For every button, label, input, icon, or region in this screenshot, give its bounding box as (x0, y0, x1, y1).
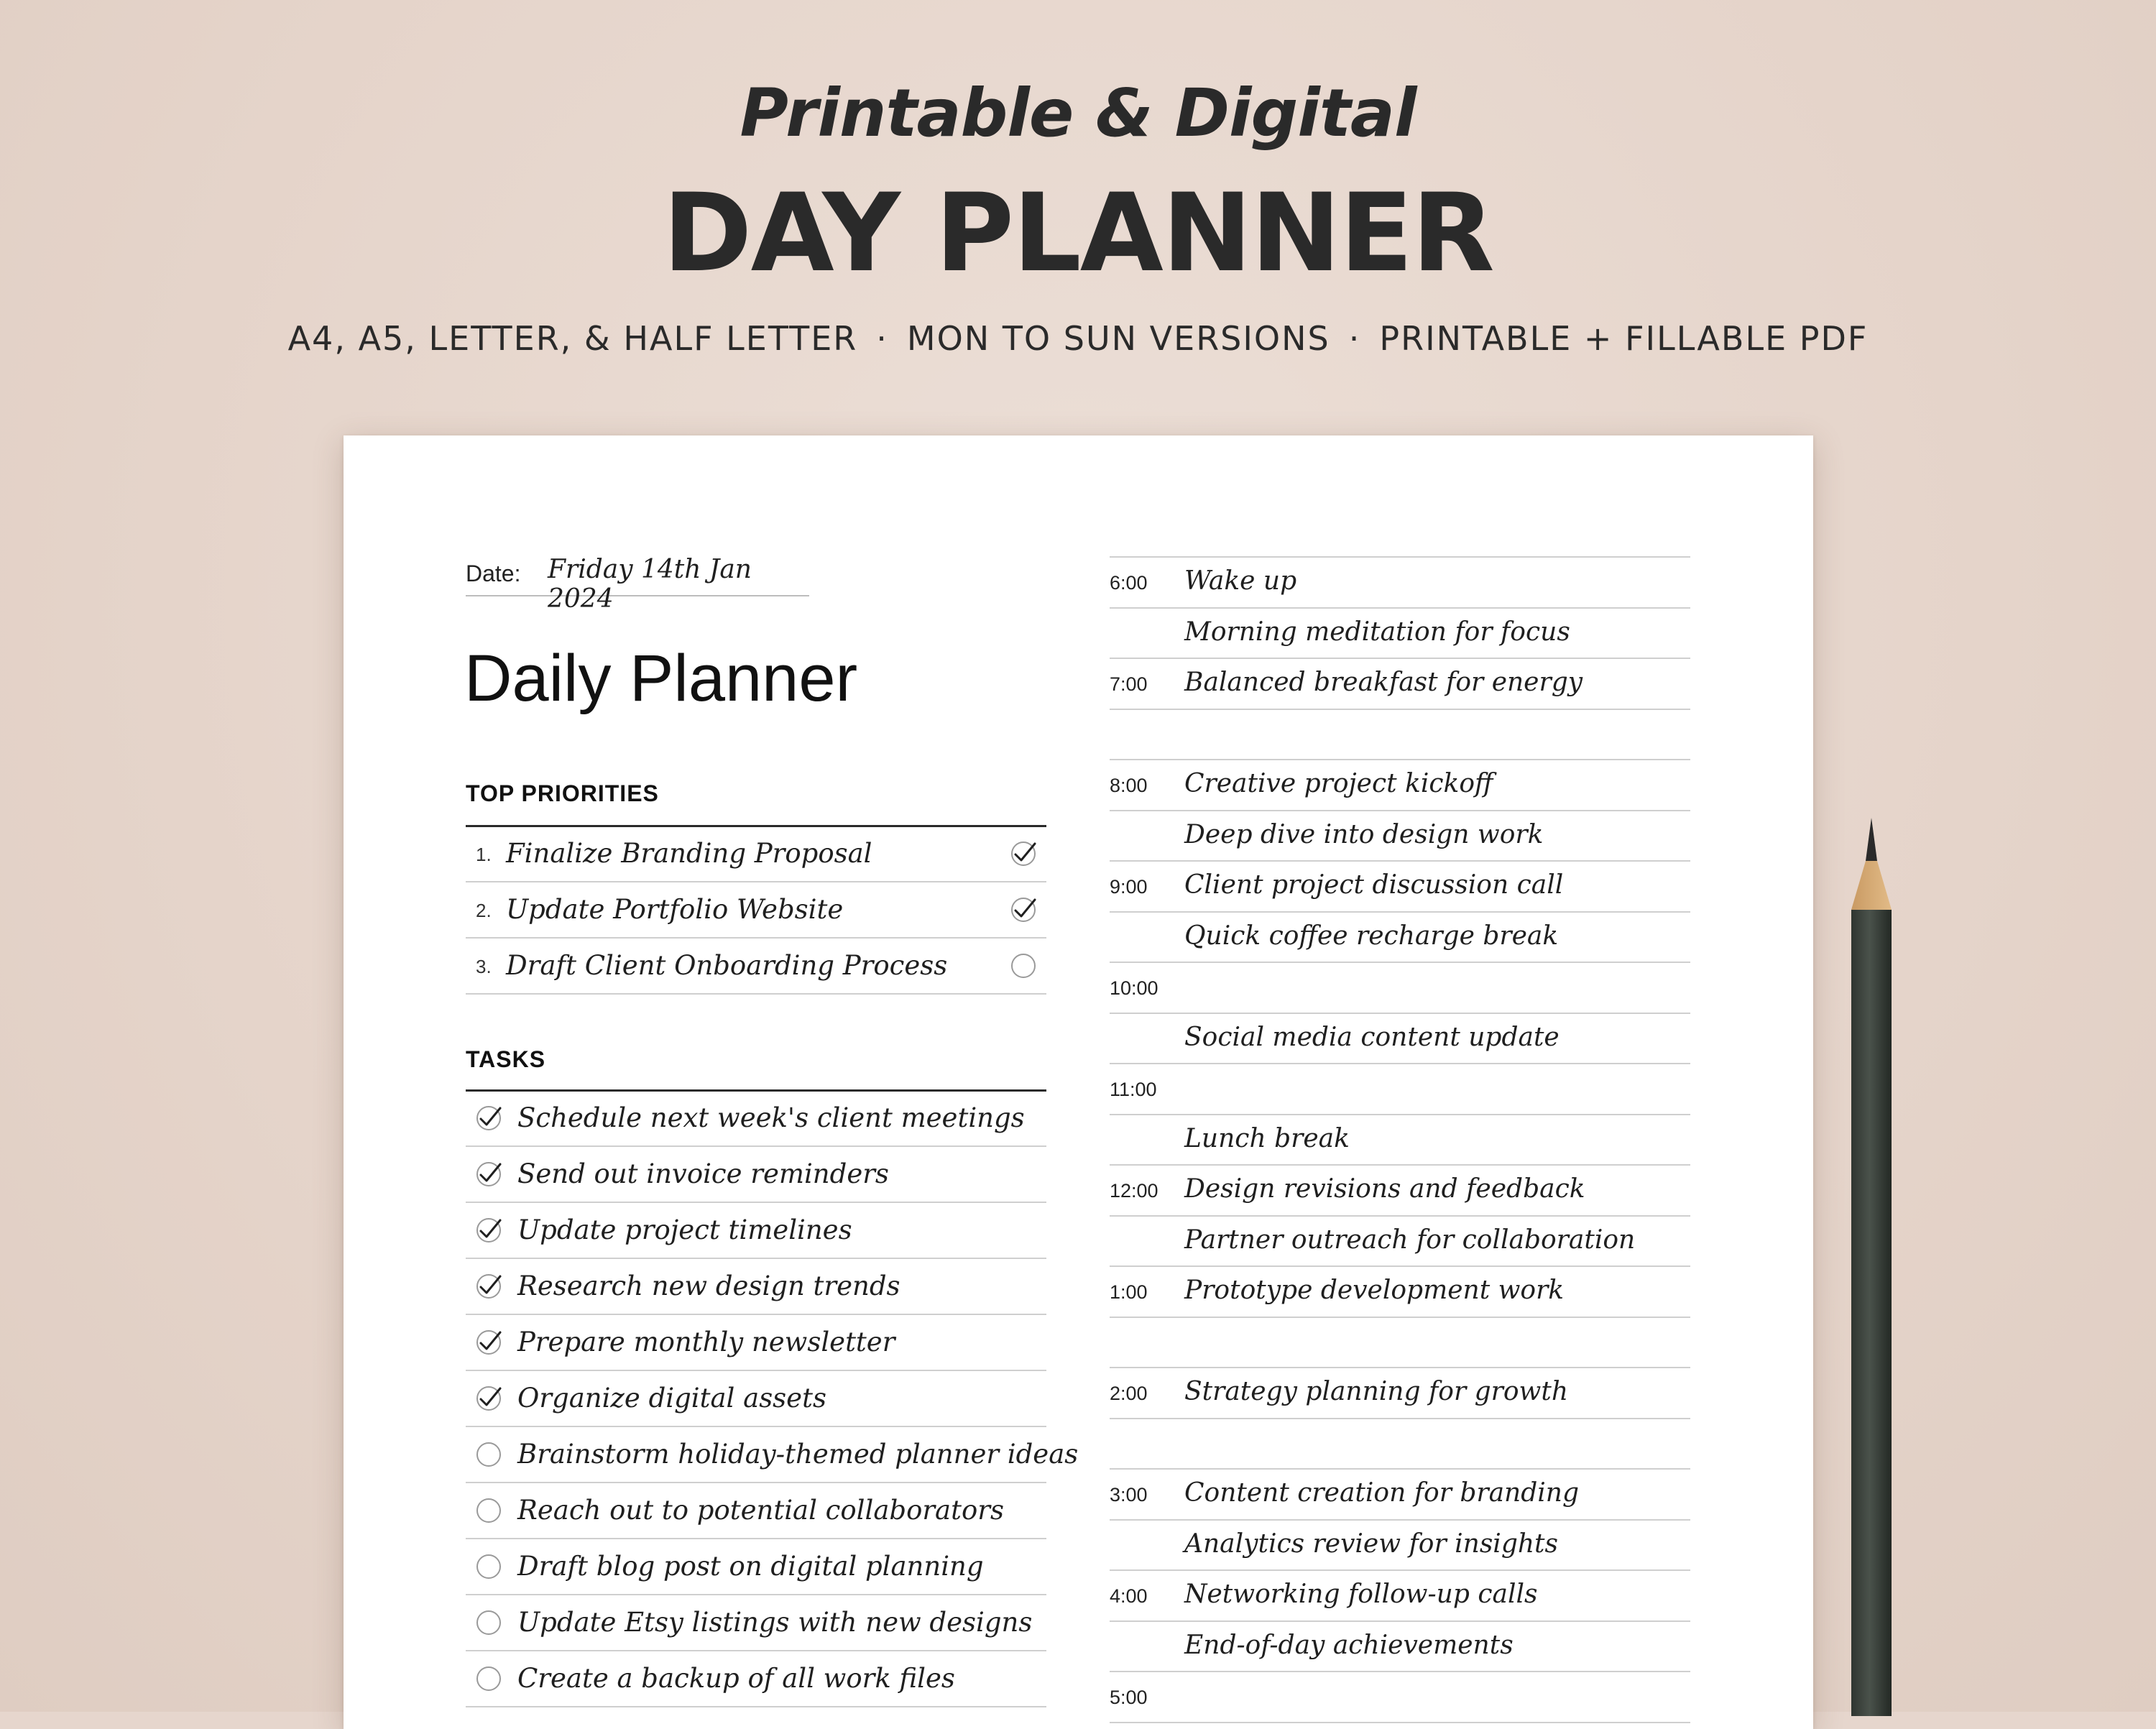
slot-text: Balanced breakfast for energy (1184, 668, 1583, 697)
schedule-slot[interactable] (1110, 1064, 1690, 1115)
slot-time: 2:00 (1110, 1383, 1148, 1404)
priority-text: Update Portfolio Website (506, 894, 844, 925)
slot-text: End-of-day achievements (1184, 1630, 1514, 1660)
task-checkbox[interactable] (474, 1384, 503, 1413)
task-text: Update Etsy listings with new designs (517, 1607, 1033, 1638)
slot-text: Content creation for branding (1184, 1478, 1580, 1508)
checkmark-icon (474, 1384, 503, 1413)
spec-formats: PRINTABLE + FILLABLE PDF (1379, 319, 1869, 358)
schedule-slot[interactable] (1110, 1622, 1690, 1673)
priority-number: 1. (476, 844, 492, 865)
priorities-title: TOP PRIORITIES (466, 780, 659, 806)
task-checkbox[interactable] (474, 1328, 503, 1357)
task-row[interactable] (466, 1259, 1046, 1315)
schedule-slot[interactable] (1110, 1217, 1690, 1268)
task-checkbox[interactable] (474, 1664, 503, 1693)
priority-number: 3. (476, 956, 492, 977)
empty-circle-icon (474, 1552, 503, 1581)
slot-time: 10:00 (1110, 977, 1158, 999)
planner-sheet (344, 435, 1813, 1729)
slot-text: Lunch break (1184, 1123, 1350, 1153)
task-text: Draft blog post on digital planning (517, 1551, 984, 1582)
checkmark-icon (474, 1328, 503, 1357)
task-text: Schedule next week's client meetings (517, 1102, 1025, 1133)
priority-row[interactable] (466, 939, 1046, 995)
slot-text: Social media content update (1184, 1022, 1560, 1052)
task-text: Organize digital assets (517, 1383, 826, 1414)
slot-text: Prototype development work (1184, 1276, 1565, 1305)
checkmark-icon (474, 1104, 503, 1133)
checkmark-icon (474, 1160, 503, 1189)
schedule-slot[interactable] (1110, 1368, 1690, 1419)
priority-text: Finalize Branding Proposal (506, 838, 872, 869)
slot-time: 1:00 (1110, 1281, 1148, 1303)
hourly-schedule (1110, 556, 1690, 1723)
task-checkbox[interactable] (474, 1104, 503, 1133)
slot-time: 9:00 (1110, 876, 1148, 898)
slot-text: Deep dive into design work (1184, 819, 1544, 849)
priority-row[interactable] (466, 826, 1046, 882)
empty-circle-icon (474, 1496, 503, 1525)
schedule-slot[interactable] (1110, 811, 1690, 862)
task-checkbox[interactable] (474, 1216, 503, 1245)
schedule-slot[interactable] (1110, 963, 1690, 1014)
slot-text: Wake up (1184, 566, 1297, 596)
task-checkbox[interactable] (474, 1608, 503, 1637)
slot-text: Quick coffee recharge break (1184, 921, 1559, 951)
spec-versions: MON TO SUN VERSIONS (906, 319, 1330, 358)
slot-text: Strategy planning for growth (1184, 1377, 1569, 1406)
slot-time: 3:00 (1110, 1484, 1148, 1506)
schedule-slot[interactable] (1110, 1166, 1690, 1217)
task-checkbox[interactable] (474, 1440, 503, 1469)
schedule-slot[interactable] (1110, 1115, 1690, 1166)
task-text: Update project timelines (517, 1214, 852, 1245)
schedule-slot[interactable] (1110, 1672, 1690, 1723)
priority-status[interactable] (1009, 839, 1038, 868)
schedule-slot[interactable] (1110, 760, 1690, 811)
task-text: Research new design trends (517, 1271, 900, 1301)
header-title: DAY PLANNER (663, 171, 1493, 296)
header-specs (0, 319, 2156, 358)
pencil (1850, 818, 1893, 1716)
task-text: Send out invoice reminders (517, 1158, 889, 1189)
task-row[interactable] (466, 1147, 1046, 1203)
schedule-slot[interactable] (1110, 1419, 1690, 1470)
slot-time: 8:00 (1110, 775, 1148, 796)
slot-text: Design revisions and feedback (1184, 1174, 1585, 1204)
schedule-slot[interactable] (1110, 1267, 1690, 1318)
schedule-slot[interactable] (1110, 1571, 1690, 1622)
task-row[interactable] (466, 1371, 1046, 1427)
date-field[interactable] (466, 550, 809, 614)
schedule-slot[interactable] (1110, 1318, 1690, 1369)
slot-time: 6:00 (1110, 572, 1148, 594)
task-checkbox[interactable] (474, 1552, 503, 1581)
priority-status[interactable] (1009, 895, 1038, 924)
task-row[interactable] (466, 1651, 1046, 1707)
task-row[interactable] (466, 1315, 1046, 1371)
task-row[interactable] (466, 1427, 1079, 1483)
schedule-slot[interactable] (1110, 609, 1690, 660)
task-text: Prepare monthly newsletter (517, 1327, 895, 1357)
header-subtitle: Printable & Digital (740, 75, 1416, 152)
empty-circle-icon (474, 1608, 503, 1637)
priorities-list (466, 826, 1046, 995)
spec-sizes: A4, A5, LETTER, & HALF LETTER (287, 319, 858, 358)
spec-separator: · (876, 319, 888, 358)
schedule-slot[interactable] (1110, 913, 1690, 964)
schedule-slot[interactable] (1110, 1470, 1690, 1521)
checkmark-icon (1009, 895, 1038, 924)
date-value: Friday 14th Jan 2024 (548, 555, 752, 614)
priority-status[interactable] (1009, 951, 1038, 980)
task-row[interactable] (466, 1595, 1046, 1651)
slot-text: Morning meditation for focus (1184, 617, 1570, 647)
slot-time: 4:00 (1110, 1585, 1148, 1607)
slot-time: 5:00 (1110, 1687, 1148, 1708)
tasks-list (466, 1091, 1079, 1707)
priority-text: Draft Client Onboarding Process (506, 950, 948, 981)
slot-text: Partner outreach for collaboration (1184, 1225, 1636, 1255)
slot-text: Creative project kickoff (1184, 769, 1493, 798)
empty-circle-icon (1009, 951, 1038, 980)
tasks-title: TASKS (466, 1046, 546, 1072)
task-text: Create a backup of all work files (517, 1663, 955, 1694)
checkmark-icon (474, 1272, 503, 1301)
checkmark-icon (1009, 839, 1038, 868)
empty-circle-icon (474, 1440, 503, 1469)
priority-row[interactable] (466, 882, 1046, 939)
empty-circle-icon (474, 1664, 503, 1693)
schedule-slot[interactable] (1110, 1014, 1690, 1065)
spec-separator: · (1348, 319, 1361, 358)
slot-text: Client project discussion call (1184, 870, 1564, 900)
task-text: Reach out to potential collaborators (517, 1495, 1004, 1526)
planner-title: Daily Planner (464, 642, 858, 715)
schedule-slot[interactable] (1110, 862, 1690, 913)
checkmark-icon (474, 1216, 503, 1245)
slot-time: 7:00 (1110, 673, 1148, 695)
task-checkbox[interactable] (474, 1272, 503, 1301)
task-row[interactable] (466, 1091, 1046, 1147)
date-label: Date: (466, 561, 521, 586)
schedule-slot[interactable] (1110, 710, 1690, 761)
slot-text: Analytics review for insights (1184, 1529, 1558, 1559)
task-row[interactable] (466, 1203, 1046, 1259)
slot-time: 12:00 (1110, 1180, 1158, 1202)
task-checkbox[interactable] (474, 1160, 503, 1189)
priority-number: 2. (476, 900, 492, 921)
slot-text: Networking follow-up calls (1184, 1580, 1538, 1609)
schedule-slot[interactable] (1110, 659, 1690, 710)
task-text: Brainstorm holiday-themed planner ideas (517, 1439, 1079, 1470)
task-row[interactable] (466, 1539, 1046, 1595)
slot-time: 11:00 (1110, 1079, 1157, 1100)
task-row[interactable] (466, 1483, 1046, 1539)
schedule-slot[interactable] (1110, 558, 1690, 609)
schedule-slot[interactable] (1110, 1521, 1690, 1572)
task-checkbox[interactable] (474, 1496, 503, 1525)
